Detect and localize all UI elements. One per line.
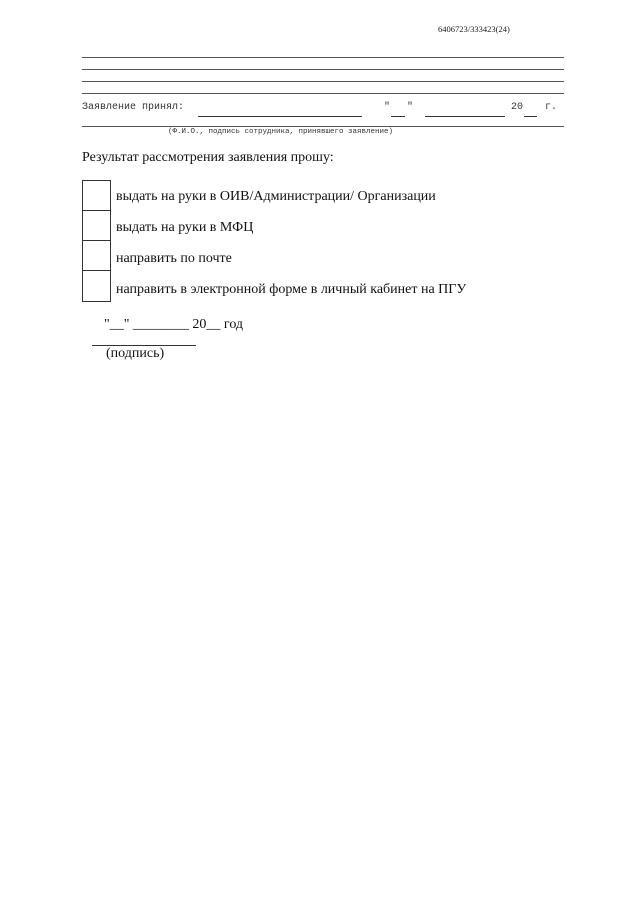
blank-line[interactable] xyxy=(82,93,564,94)
result-heading: Результат рассмотрения заявления прошу: xyxy=(82,150,334,165)
checkbox-oiv[interactable] xyxy=(83,181,110,211)
option-label-oiv: выдать на руки в ОИВ/Администрации/ Организации xyxy=(116,189,436,204)
year-prefix: 20 xyxy=(511,102,524,113)
signature-caption: (подпись) xyxy=(106,346,165,361)
received-label: Заявление принял: xyxy=(82,102,185,113)
document-number: 6406723/333423(24) xyxy=(438,24,510,34)
received-day-field[interactable] xyxy=(391,104,405,117)
received-by-name-field[interactable] xyxy=(198,104,362,117)
year-suffix: г. xyxy=(545,102,558,113)
checkbox-pgu[interactable] xyxy=(83,271,110,301)
received-year-field[interactable] xyxy=(524,104,537,117)
date-quote-close: " xyxy=(407,102,414,113)
received-signature-line[interactable] xyxy=(82,126,564,127)
signature-date-line: "__" ________ 20__ год xyxy=(104,317,244,332)
blank-line[interactable] xyxy=(82,81,564,82)
received-month-field[interactable] xyxy=(425,104,505,117)
received-caption: (Ф.И.О., подпись сотрудника, принявшего заявление) xyxy=(168,128,394,136)
option-label-mfc: выдать на руки в МФЦ xyxy=(116,220,254,235)
blank-line[interactable] xyxy=(82,69,564,70)
checkbox-mfc[interactable] xyxy=(83,211,110,241)
option-label-mail: направить по почте xyxy=(116,251,232,266)
blank-line[interactable] xyxy=(82,57,564,58)
option-label-pgu: направить в электронной форме в личный кабинет на ПГУ xyxy=(116,282,467,297)
date-quote-open: " xyxy=(384,102,391,113)
checkbox-column xyxy=(82,180,111,302)
checkbox-mail[interactable] xyxy=(83,241,110,271)
